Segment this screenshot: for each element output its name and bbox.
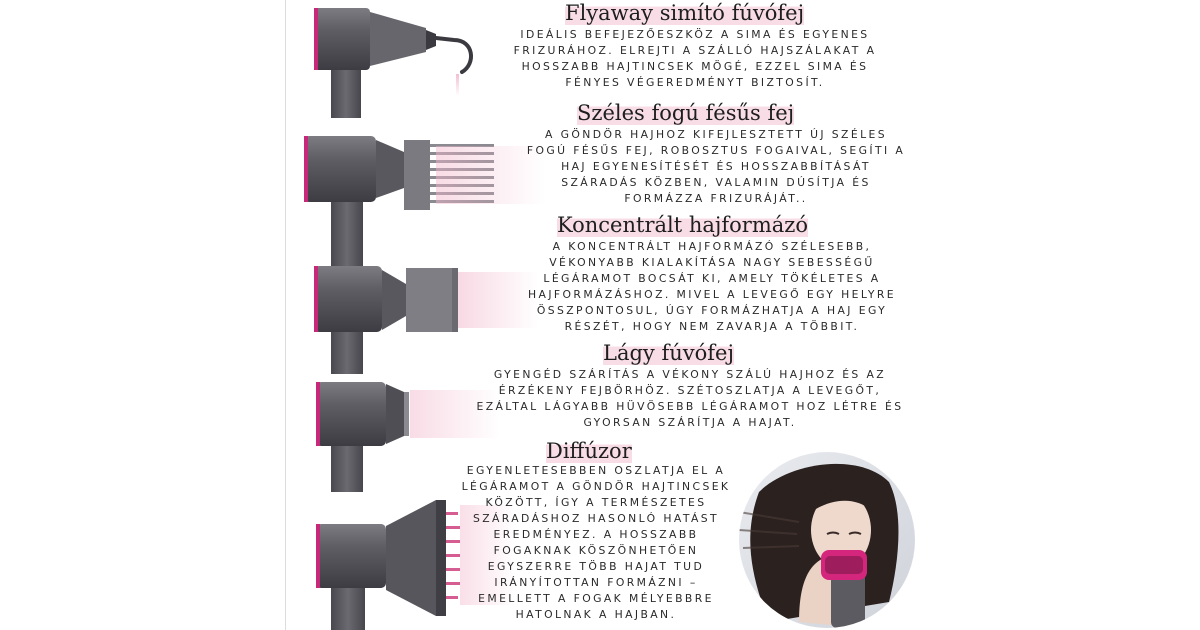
flyaway-attachment-illustration: [314, 8, 471, 118]
section-description-smoothing-nozzle: GYENGÉD SZÁRÍTÁS A VÉKONY SZÁLÚ HAJHOZ ÉS AZ ÉRZÉKENY FEJBÖRHÖZ. SZÉTOSZLATJA A LEVEGŐT, EZÁLTAL LÁGYABB HÜVÖSEBB LÉGÁRAMOT HOZ LÉTRE ÉS GYORSAN SZÁRÍTJA A HAJAT.: [476, 368, 904, 429]
infographic-panel: [285, 0, 918, 630]
model-portrait: [739, 452, 915, 628]
section-title-diffuser: Diffúzor: [546, 439, 632, 463]
section-description-diffuser: EGYENLETESEBBEN OSZLATJA EL A LÉGÁRAMOT A GÖNDÖR HAJTINCSEK KÖZÖTT, ÍGY A TERMÉSZETES SZÁRADÁSHOZ HASONLÓ HATÁST EREDMÉNYEZ. A HOSSZABB FOGAKNAK KÖSZÖNHETŐEN EGYSZERRE TÖBB HAJAT TUD IRÁNYÍTOTTAN FORMÁZNI – EMELLETT A FOGAK MÉLYEBBRE HATOLNAK A HAJBAN.: [461, 464, 731, 621]
portrait-photo: [739, 452, 915, 628]
concentrator-illustration: [314, 266, 538, 374]
section-title-concentrator: Koncentrált hajformázó: [557, 213, 808, 237]
section-title-smoothing-nozzle: Lágy fúvófej: [603, 341, 734, 365]
section-title-flyaway: Flyaway simító fúvófej: [565, 1, 805, 25]
section-description-flyaway: IDEÁLIS BEFEJEZŐESZKÖZ A SIMA ÉS EGYENES FRIZURÁHOZ. ELREJTI A SZÁLLÓ HAJSZÁLAKAT A HOSSZABB HAJTINCSEK MÖGÉ, EZZEL SIMA ÉS FÉNYES VÉGEREDMÉNYT BIZTOSÍT.: [513, 28, 877, 89]
section-title-wide-tooth-comb: Széles fogú fésűs fej: [577, 101, 795, 125]
section-description-wide-tooth-comb: A GÖNDÖR HAJHOZ KIFEJLESZTETT ÚJ SZÉLES FOGÚ FÉSŰS FEJ, ROBOSZTUS FOGAIVAL, SEGÍTI A HAJ EGYENESÍTÉSÉT ÉS HOSSZABBÍTÁSÁT SZÁRADÁS KÖZBEN, VALAMIN DÚSÍTJA ÉS FORMÁZZA FRIZURÁJÁT..: [526, 128, 906, 205]
section-description-concentrator: A KONCENTRÁLT HAJFORMÁZÓ SZÉLESEBB, VÉKONYABB KIALAKÍTÁSA NAGY SEBESSÉGŰ LÉGÁRAMOT BOCSÁT KI, AMELY TÖKÉLETES A HAJFORMÁZÁSHOZ. MIVEL A LEVEGŐ EGY HELYRE ÖSSZPONTOSUL, ÚGY FORMÁZHATJA A HAJ EGY RÉSZÉT, HOGY NEM ZAVARJA A TÖBBIT.: [528, 240, 896, 333]
